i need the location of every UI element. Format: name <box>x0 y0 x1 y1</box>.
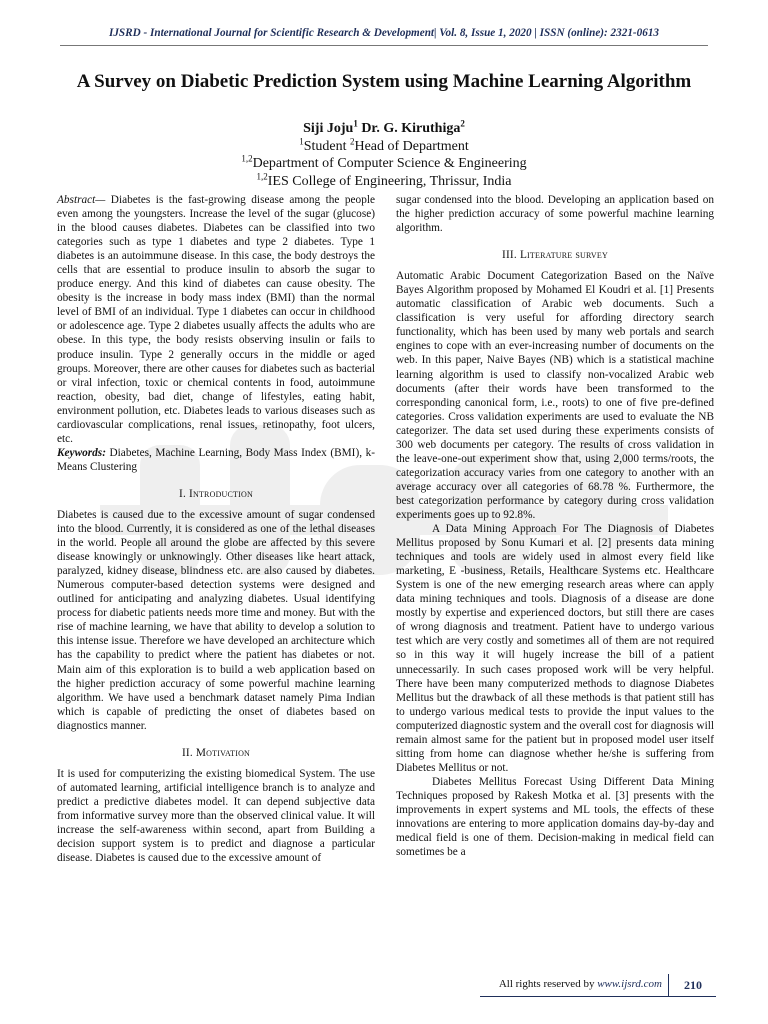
role-2-sup: 2 <box>349 135 355 146</box>
header-rule <box>60 45 708 46</box>
role-2: Head of Department <box>354 138 469 154</box>
author-department <box>0 155 768 173</box>
author-block <box>0 120 768 190</box>
section-heading-introduction <box>57 487 375 501</box>
author-college <box>0 173 768 191</box>
role-1: Student <box>303 138 350 154</box>
introduction-text: Diabetes is caused due to the excessive amount of sugar condensed into the blood. Currently, it is considered as one of the lethal diseases in the world. People all around the globe are affected by this severe disease knowingly or unknowingly. Other diseases like heart attack, paralyzed, kidney disease, blindness etc. are also caused by diabetes. Numerous computer-based detection systems were designed and outlined for anticipating and analyzing diabetes. Usual identifying process for diabetic patients needs more time and money. But with the rise of machine learning, we have that ability to develop a solution to this intense issue. Therefore we have developed an architecture which has the capability to predict where the patient has diabetes or not. Main aim of this exploration is to build a web application based on the higher prediction accuracy of some powerful machine learning algorithm. We have used a benchmark dataset namely Pima Indian which is capable of predicting the onset of diabetes based on diagnostics manner. <box>57 508 375 732</box>
literature-paragraph-1: Automatic Arabic Document Categorization Based on the Naïve Bayes Algorithm proposed by Mohamed El Koudri et al. [1] Presents automatic classification of Arabic web documents. Such a classification is very useful for affording directory search functionality, which has been used by many web portals and search engines to cope with an ever-increasing number of documents on the web. In this paper, Naive Bayes (NB) which is a statistical machine learning algorithm is used to classify non-vocalized Arabic web documents (after their words have been transformed to the corresponding canonical form, i.e., roots) to one of five pre-defined categories. Cross validation experiments are used to evaluate the NB categorizer. The data set used during these experiments consists of 300 web documents per category. The results of cross validation in the leave-one-out experiment show that, using 2,000 terms/roots, the categorization accuracy varies from one category to another with an average accuracy over all categories of 68.78 %. Furthermore, the best categorization performance by category during cross validation experiments goes up to 92.8%. <box>396 270 714 521</box>
left-column <box>57 193 375 865</box>
author-2: Dr. G. Kiruthiga <box>361 121 461 136</box>
section-number: II. <box>181 746 196 759</box>
abstract-label: Abstract— <box>57 194 106 206</box>
page-number: 210 <box>668 974 717 996</box>
keywords <box>57 446 375 474</box>
section-heading-literature-survey <box>396 248 714 262</box>
author-1-sup: 1 <box>353 118 358 129</box>
literature-paragraph-2: A Data Mining Approach For The Diagnosis of Diabetes Mellitus proposed by Sonu Kumari et al. [2] presents data mining techniques and tools are widely used in almost every field like marketing, E -business, Retails, Healthcare Systems etc. Healthcare System is one of the new emerging research areas where can apply data mining techniques and tools. Diagnosis of a disease are done mostly by expertise and experienced doctors, but still there are cases of wrong diagnosis and treatment. Patient have to undergo various test which are very costly and sometimes all of them are not required so in this way it will hugely increase the bill of a patient unnecessarily. In such cases proposed work will be very helpful. There have been many computerized methods to diagnose Diabetes Mellitus but the drawback of all these methods is that patient still has to undergo various medical tests to provide the input values to the computerized diagnostic system and the overall cost for diagnosis will remain almost same for the patient but in proposed model user itself sitting from home can diagnose whether he/she is suffering from Diabetes Mellitus or not. <box>396 523 714 774</box>
section-title: Motivation <box>195 746 251 759</box>
literature-paragraph-3: Diabetes Mellitus Forecast Using Different Data Mining Techniques proposed by Rakesh Motka et al. [3] presents with the improvements in expert systems and ML tools, the effects of these innovations are entering to more application domains day-by-day and medical field is one of them. Decision-making in medical field can sometimes be a <box>396 775 714 859</box>
section-title: Literature survey <box>519 249 608 262</box>
section-number: III. <box>502 249 520 262</box>
motivation-text: It is used for computerizing the existing biomedical System. The use of automated learning, artificial intelligence branch is to analyze and predict a predictive diabetes model. It can depend subjective data from informative survey more than the observed clinical value. It will increase the self-awareness within second, apart from Building a decision support system is to predict and diagnose a particular disease. Diabetes is caused due to the excessive amount of <box>57 767 375 865</box>
college-sup: 1,2 <box>256 171 268 182</box>
section-title: Introduction <box>189 487 253 500</box>
section-number: I. <box>179 487 190 500</box>
department-sup: 1,2 <box>241 153 253 164</box>
author-roles <box>0 135 768 156</box>
section-heading-motivation <box>57 746 375 760</box>
college: IES College of Engineering, Thrissur, India <box>267 173 512 189</box>
keywords-text: Diabetes, Machine Learning, Body Mass Index (BMI), k-Means Clustering <box>57 446 375 473</box>
author-1: Siji Joju <box>303 121 354 136</box>
author-names <box>0 120 768 138</box>
footer-rule <box>480 996 716 997</box>
keywords-label: Keywords: <box>57 446 106 459</box>
paper-title: A Survey on Diabetic Prediction System using Machine Learning Algorithm <box>76 71 692 92</box>
footer-rights <box>499 978 662 990</box>
right-column <box>396 193 714 859</box>
continuation-text: sugar condensed into the blood. Developing an application based on the higher prediction accuracy of some powerful machine learning algorithm. <box>396 194 714 235</box>
abstract <box>57 193 375 446</box>
footer-site-link[interactable]: www.ijsrd.com <box>597 978 662 990</box>
journal-header: IJSRD - International Journal for Scientific Research & Development| Vol. 8, Issue 1, 2020 | ISSN (online): 2321-0613 <box>108 27 660 39</box>
role-1-sup: 1 <box>299 135 304 146</box>
department: Department of Computer Science & Engineering <box>252 156 527 172</box>
footer-rights-text: All rights reserved by <box>498 978 598 990</box>
author-2-sup: 2 <box>460 118 465 129</box>
abstract-text: Diabetes is the fast-growing disease among the people even among the youngsters. Increase the level of the sugar (glucose) in the blood causes diabetes. Diabetes can be classified into two categories such as type 1 diabetes and type 2 diabetes. Type 1 diabetes is an autoimmune disease. In this case, the body destroys the cells that are essential to produce insulin to absorb the sugar to produce energy. And this kind of diabetes can cause obesity. The obesity is the increase in body mass index (BMI) than the normal level of BMI of an individual. Type 1 diabetes can occur in childhood or adolescence age. Type 2 diabetes usually affects the adults who are obese. In this type, the body resists observing insulin or fails to produce insulin. Type 2 generally occurs in the middle or aged groups. Moreover, there are other causes for diabetes such as bacterial or viral infection, toxic or chemical contents in food, autoimmune reaction, obesity, bad diet, change of lifestyles, eating habit, environment pollution, etc. Diabetes leads to various diseases such as cardiovascular complications, renal issues, retinopathy, foot ulcers, etc. <box>57 194 375 445</box>
